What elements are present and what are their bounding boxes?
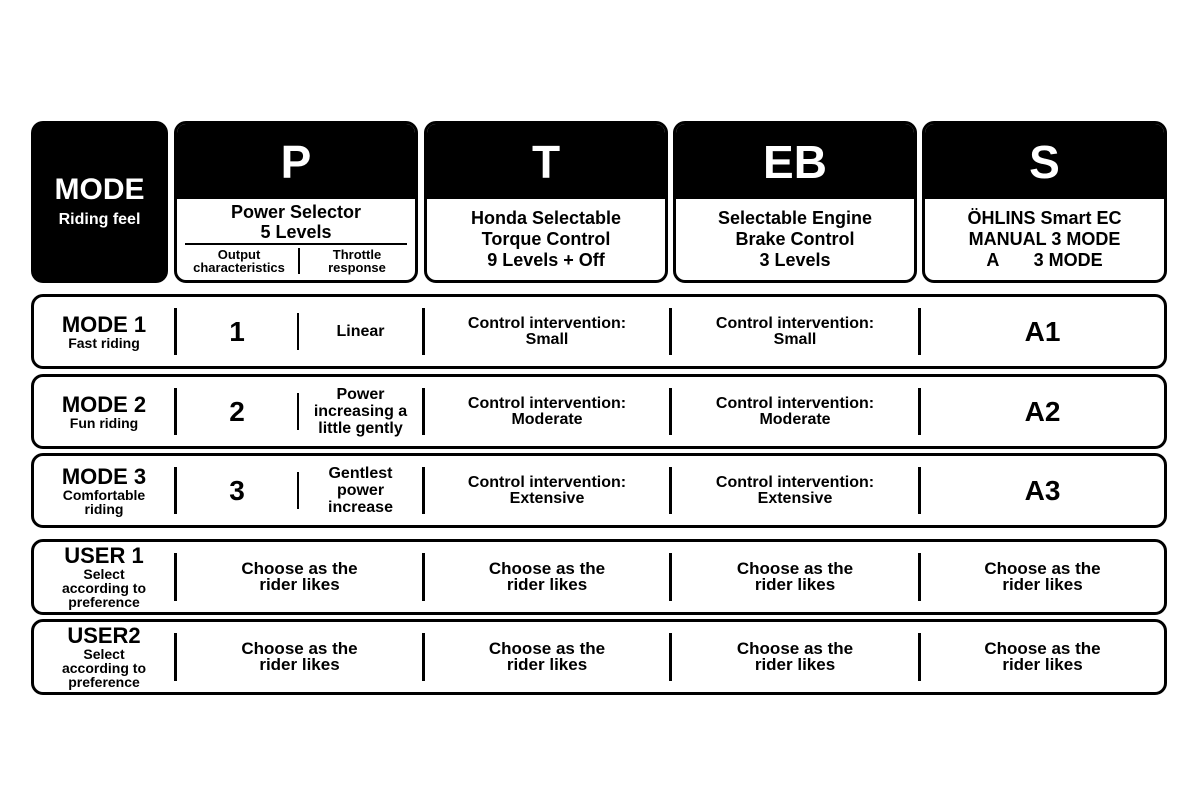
torque-control-value: Control intervention: Extensive: [467, 473, 627, 507]
engine-brake-desc: Selectable Engine Brake Control 3 Levels: [717, 208, 873, 270]
column-header-t: [424, 121, 668, 283]
mode-subtitle: preference: [68, 594, 140, 610]
column-header-s: [922, 121, 1167, 283]
mode-row-3: [31, 453, 1167, 528]
mode-name: USER 1: [64, 543, 144, 568]
throttle-response-label: Throttle response: [328, 247, 386, 275]
torque-choice: Choose as the rider likes: [488, 559, 606, 594]
torque-choice: Choose as the rider likes: [488, 639, 606, 674]
engine-brake-value: Control intervention: Small: [715, 314, 875, 348]
mode-subtitle: Fast riding: [68, 334, 140, 351]
output-characteristics-label: Output characteristics: [193, 247, 285, 275]
mode-subtitle: preference: [68, 674, 140, 690]
power-selector-divider: [185, 243, 407, 245]
mode-row-1: [31, 294, 1167, 369]
power-level: 1: [229, 315, 245, 347]
column-letter-t: T: [427, 124, 665, 199]
throttle-response: Linear: [336, 323, 385, 340]
mode-name: MODE 3: [61, 463, 147, 489]
mode-header: [31, 121, 168, 283]
suspension-value: A3: [1024, 474, 1061, 506]
mode-subtitle: Fun riding: [69, 414, 139, 431]
mode-name-cell: [34, 456, 174, 525]
mode-name-cell: [34, 542, 174, 612]
mode-row-2: [31, 374, 1167, 449]
mode-name-cell: [34, 297, 174, 366]
user-row-2: [31, 619, 1167, 695]
engine-brake-choice: Choose as the rider likes: [736, 639, 854, 674]
mode-subtitle: according to: [61, 660, 146, 676]
mode-subtitle: Select: [83, 646, 125, 662]
mode-name-cell: [34, 622, 174, 692]
power-selector-subdivider: [298, 248, 300, 274]
mode-header-subtitle: Riding feel: [58, 211, 141, 228]
engine-brake-choice: Choose as the rider likes: [736, 559, 854, 594]
throttle-response: Power increasing a little gently: [313, 386, 408, 437]
suspension-value: A1: [1024, 315, 1061, 347]
mode-name-cell: [34, 377, 174, 446]
column-header-eb: [673, 121, 917, 283]
mode-name: USER2: [67, 623, 141, 648]
column-letter-p: P: [177, 124, 415, 199]
throttle-response: Gentlest power increase: [328, 465, 393, 516]
power-choice: Choose as the rider likes: [241, 639, 358, 674]
torque-control-value: Control intervention: Small: [467, 314, 627, 348]
mode-subtitle: riding: [84, 500, 124, 517]
suspension-value: A2: [1024, 395, 1061, 427]
suspension-desc: ÖHLINS Smart EC MANUAL 3 MODE A 3 MODE: [967, 208, 1122, 270]
mode-subtitle: Select: [83, 566, 125, 582]
mode-name: MODE 2: [61, 391, 147, 417]
power-level: 2: [229, 395, 245, 427]
engine-brake-value: Control intervention: Moderate: [715, 394, 875, 428]
column-header-p: [174, 121, 418, 283]
suspension-choice: Choose as the rider likes: [984, 639, 1101, 674]
user-row-1: [31, 539, 1167, 615]
suspension-choice: Choose as the rider likes: [984, 559, 1101, 594]
torque-control-desc: Honda Selectable Torque Control 9 Levels + Off: [470, 208, 622, 270]
mode-subtitle: Comfortable: [62, 486, 146, 503]
power-choice: Choose as the rider likes: [241, 559, 358, 594]
mode-header-title: MODE: [54, 173, 145, 206]
torque-control-value: Control intervention: Moderate: [467, 394, 627, 428]
power-selector-title: Power Selector 5 Levels: [230, 202, 362, 242]
mode-subtitle: according to: [61, 580, 146, 596]
column-letter-eb: EB: [676, 124, 914, 199]
column-letter-s: S: [925, 124, 1164, 199]
power-level: 3: [229, 474, 245, 506]
engine-brake-value: Control intervention: Extensive: [715, 473, 875, 507]
mode-name: MODE 1: [61, 311, 147, 337]
